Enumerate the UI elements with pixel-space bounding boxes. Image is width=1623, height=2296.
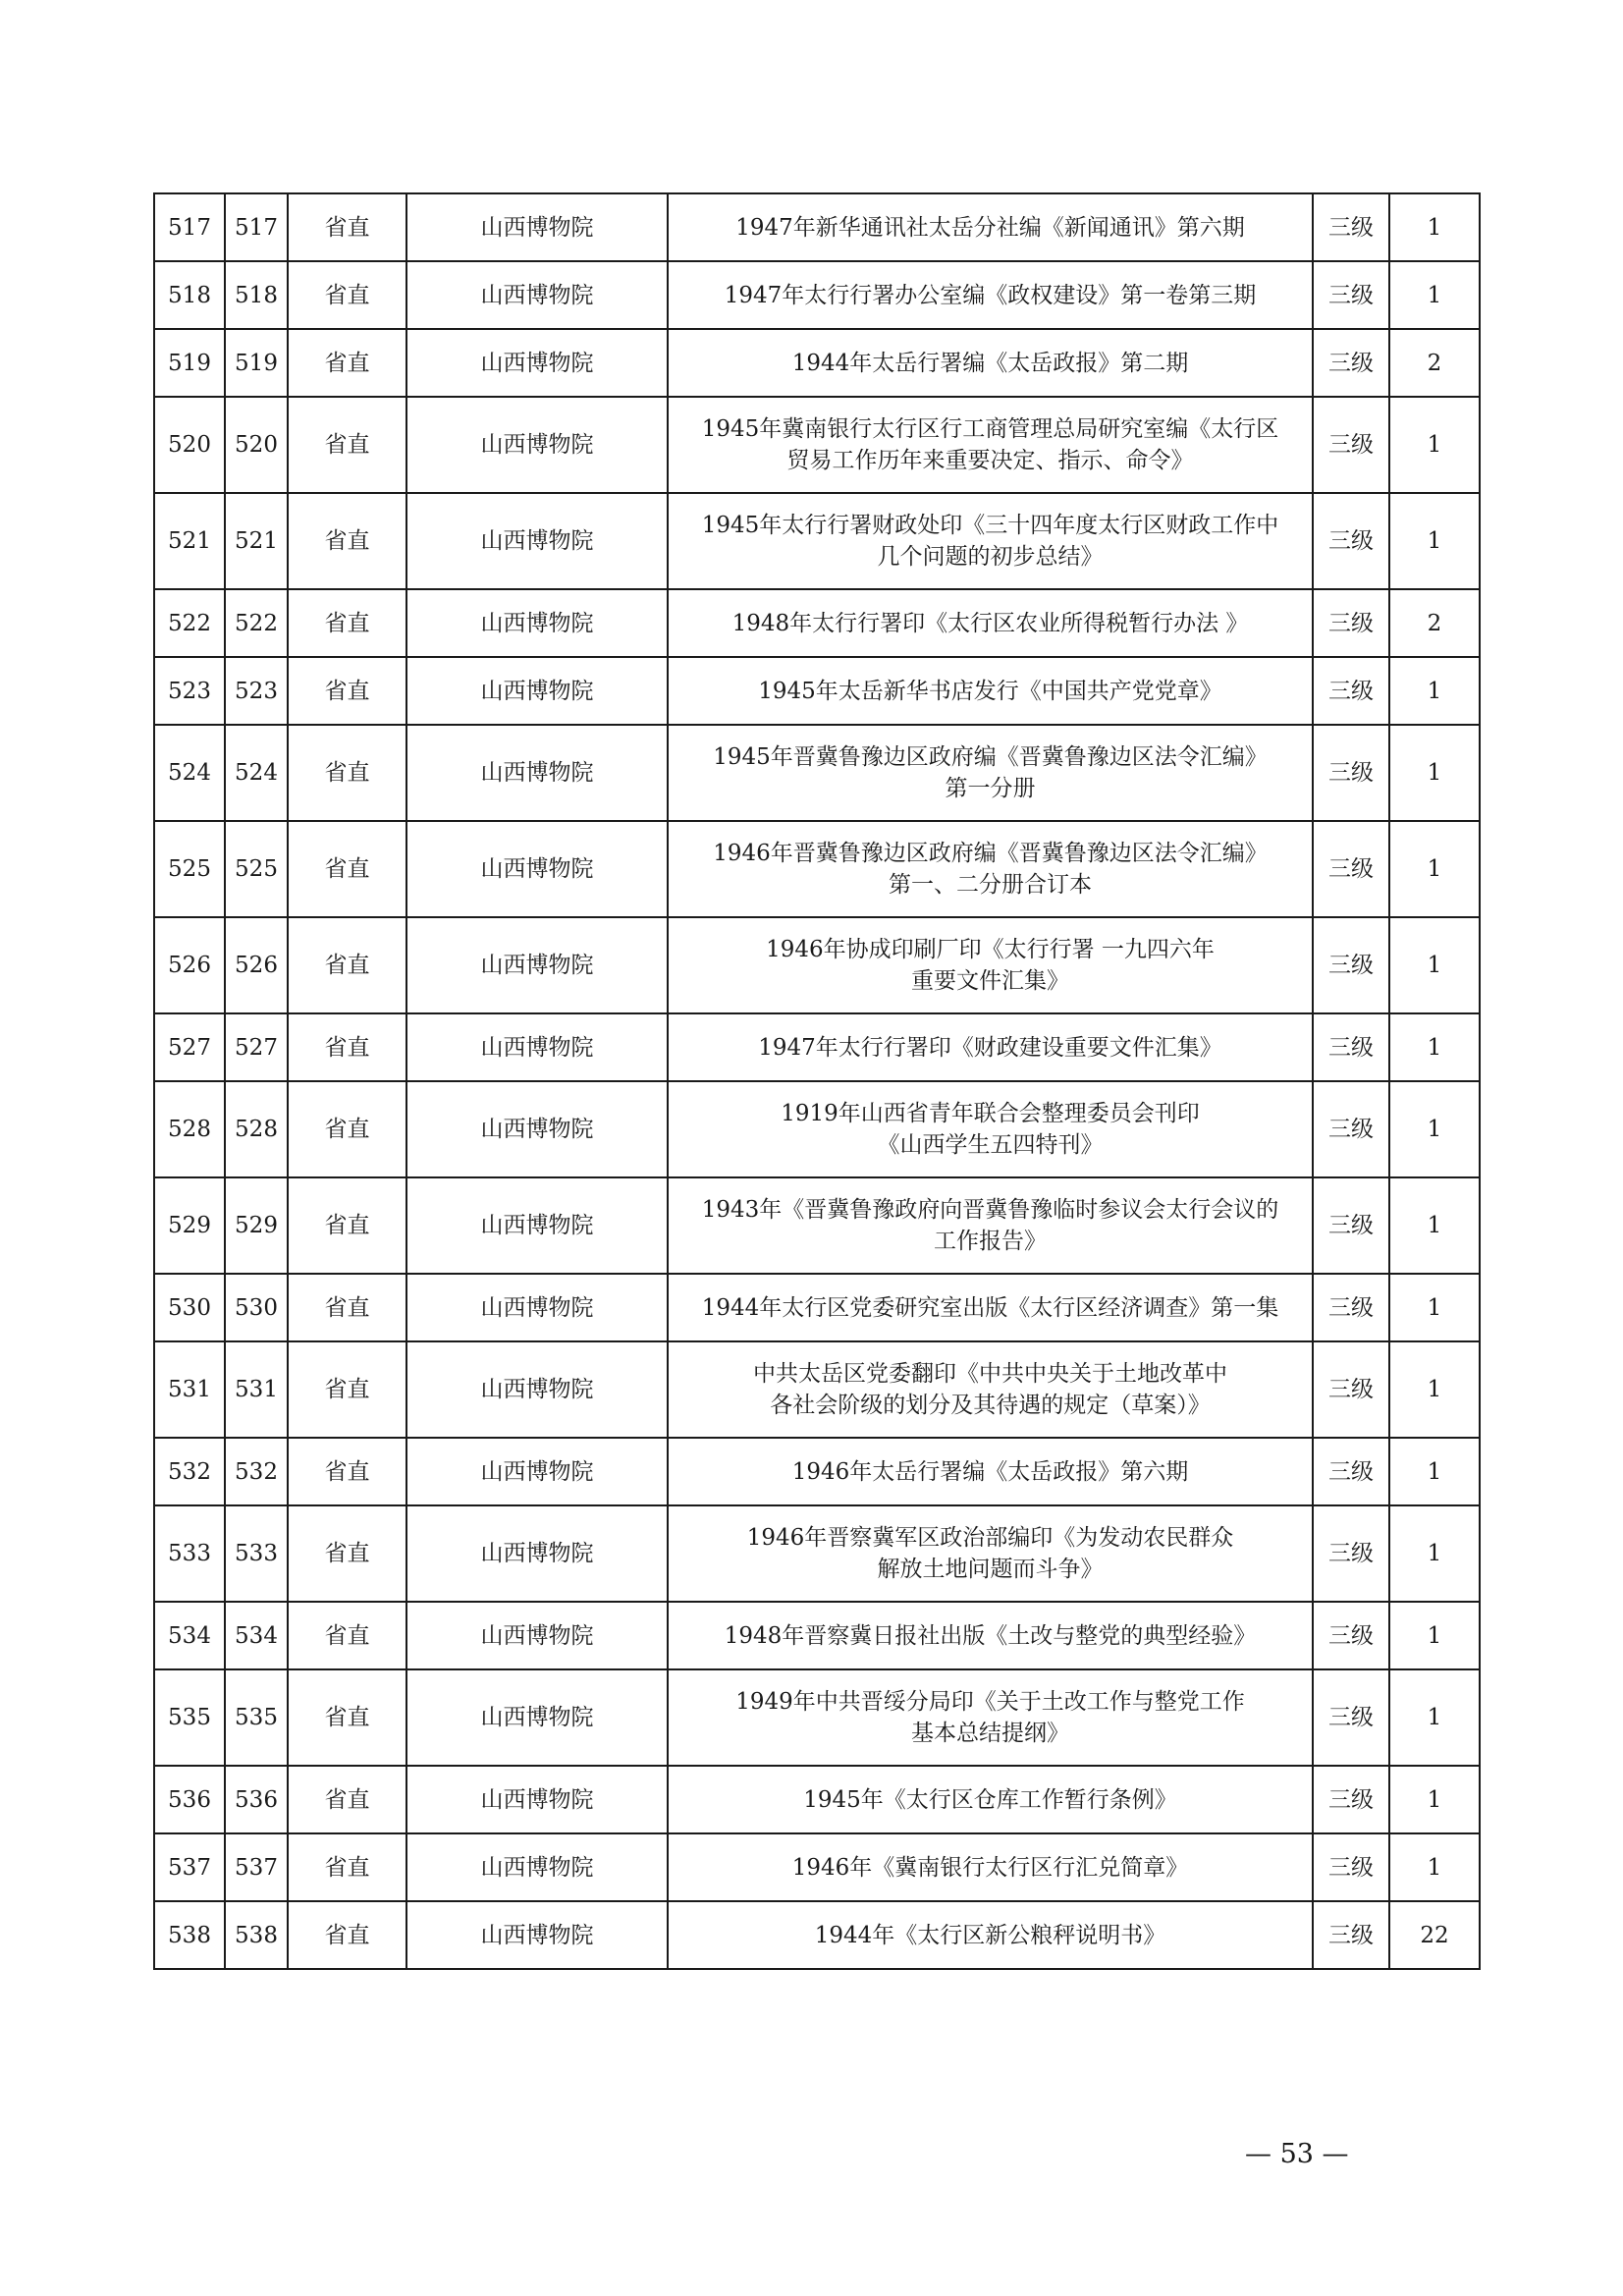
collection-table: [153, 192, 1481, 1970]
quantity-cell: 1: [1389, 917, 1480, 1013]
serial-number-cell: 526: [154, 917, 225, 1013]
item-title-line: 1945年太行行署财政处印《三十四年度太行区财政工作中: [701, 513, 1279, 538]
institution-cell: 山西博物院: [406, 493, 668, 589]
item-title-line: 贸易工作历年来重要决定、指示、命令》: [786, 448, 1194, 473]
serial-number-cell: 520: [154, 397, 225, 493]
catalog-number-cell: 521: [225, 493, 288, 589]
affiliation-cell: 省直: [288, 1341, 406, 1438]
affiliation-cell: 省直: [288, 261, 406, 329]
catalog-number-cell: 530: [225, 1274, 288, 1341]
grade-cell: 三级: [1313, 1438, 1389, 1505]
item-title-cell: [668, 657, 1313, 725]
quantity-cell: 1: [1389, 193, 1480, 261]
catalog-number-cell: 532: [225, 1438, 288, 1505]
catalog-number-cell: 526: [225, 917, 288, 1013]
catalog-number-cell: 525: [225, 821, 288, 917]
item-title-line: 1947年太行行署办公室编《政权建设》第一卷第三期: [724, 282, 1257, 308]
serial-number-cell: 538: [154, 1901, 225, 1969]
item-title-line: 工作报告》: [934, 1229, 1047, 1254]
affiliation-cell: 省直: [288, 917, 406, 1013]
serial-number-cell: 517: [154, 193, 225, 261]
serial-number-cell: 531: [154, 1341, 225, 1438]
table-body: [154, 193, 1480, 1969]
institution-cell: 山西博物院: [406, 1766, 668, 1833]
catalog-number-cell: 520: [225, 397, 288, 493]
catalog-number-cell: 524: [225, 725, 288, 821]
affiliation-cell: 省直: [288, 1505, 406, 1602]
affiliation-cell: 省直: [288, 1602, 406, 1669]
table-row: [154, 193, 1480, 261]
serial-number-cell: 535: [154, 1669, 225, 1766]
affiliation-cell: 省直: [288, 1013, 406, 1081]
table-row: [154, 725, 1480, 821]
item-title-cell: [668, 917, 1313, 1013]
institution-cell: 山西博物院: [406, 1669, 668, 1766]
item-title-line: 1945年太岳新华书店发行《中国共产党党章》: [758, 678, 1222, 704]
institution-cell: 山西博物院: [406, 657, 668, 725]
grade-cell: 三级: [1313, 1833, 1389, 1901]
quantity-cell: 22: [1389, 1901, 1480, 1969]
institution-cell: 山西博物院: [406, 261, 668, 329]
item-title-cell: [668, 193, 1313, 261]
table-row: [154, 821, 1480, 917]
grade-cell: 三级: [1313, 589, 1389, 657]
affiliation-cell: 省直: [288, 1766, 406, 1833]
item-title-line: 1949年中共晋绥分局印《关于土改工作与整党工作: [735, 1689, 1245, 1715]
institution-cell: 山西博物院: [406, 725, 668, 821]
serial-number-cell: 537: [154, 1833, 225, 1901]
affiliation-cell: 省直: [288, 589, 406, 657]
serial-number-cell: 524: [154, 725, 225, 821]
quantity-cell: 2: [1389, 589, 1480, 657]
quantity-cell: 1: [1389, 725, 1480, 821]
catalog-number-cell: 528: [225, 1081, 288, 1177]
grade-cell: 三级: [1313, 493, 1389, 589]
item-title-line: 1945年晋冀鲁豫边区政府编《晋冀鲁豫边区法令汇编》: [713, 744, 1268, 770]
quantity-cell: 1: [1389, 261, 1480, 329]
item-title-line: 第一、二分册合订本: [889, 872, 1092, 898]
item-title-line: 基本总结提纲》: [911, 1721, 1069, 1746]
serial-number-cell: 534: [154, 1602, 225, 1669]
item-title-line: 几个问题的初步总结》: [877, 544, 1104, 570]
item-title-cell: [668, 1438, 1313, 1505]
institution-cell: 山西博物院: [406, 821, 668, 917]
catalog-number-cell: 517: [225, 193, 288, 261]
table-row: [154, 1274, 1480, 1341]
grade-cell: 三级: [1313, 657, 1389, 725]
affiliation-cell: 省直: [288, 1438, 406, 1505]
grade-cell: 三级: [1313, 1766, 1389, 1833]
institution-cell: 山西博物院: [406, 1602, 668, 1669]
table-row: [154, 589, 1480, 657]
grade-cell: 三级: [1313, 1177, 1389, 1274]
serial-number-cell: 527: [154, 1013, 225, 1081]
institution-cell: 山西博物院: [406, 1177, 668, 1274]
grade-cell: 三级: [1313, 1274, 1389, 1341]
item-title-line: 《山西学生五四特刊》: [877, 1132, 1104, 1158]
table-row: [154, 493, 1480, 589]
item-title-cell: [668, 725, 1313, 821]
affiliation-cell: 省直: [288, 193, 406, 261]
serial-number-cell: 519: [154, 329, 225, 397]
catalog-number-cell: 522: [225, 589, 288, 657]
catalog-number-cell: 529: [225, 1177, 288, 1274]
page-number: — 53 —: [1245, 2139, 1349, 2169]
item-title-line: 各社会阶级的划分及其待遇的规定（草案）》: [770, 1393, 1211, 1418]
catalog-number-cell: 535: [225, 1669, 288, 1766]
affiliation-cell: 省直: [288, 1177, 406, 1274]
institution-cell: 山西博物院: [406, 589, 668, 657]
item-title-cell: [668, 1013, 1313, 1081]
serial-number-cell: 523: [154, 657, 225, 725]
item-title-cell: [668, 1341, 1313, 1438]
item-title-line: 1945年《太行区仓库工作暂行条例》: [803, 1786, 1177, 1813]
grade-cell: 三级: [1313, 1081, 1389, 1177]
quantity-cell: 1: [1389, 1669, 1480, 1766]
affiliation-cell: 省直: [288, 725, 406, 821]
quantity-cell: 1: [1389, 1438, 1480, 1505]
institution-cell: 山西博物院: [406, 1081, 668, 1177]
item-title-cell: [668, 1177, 1313, 1274]
item-title-cell: [668, 821, 1313, 917]
grade-cell: 三级: [1313, 1505, 1389, 1602]
affiliation-cell: 省直: [288, 1081, 406, 1177]
table-row: [154, 657, 1480, 725]
institution-cell: 山西博物院: [406, 1438, 668, 1505]
item-title-line: 中共太岳区党委翻印《中共中央关于土地改革中: [753, 1361, 1227, 1387]
quantity-cell: 1: [1389, 1602, 1480, 1669]
catalog-number-cell: 527: [225, 1013, 288, 1081]
affiliation-cell: 省直: [288, 657, 406, 725]
affiliation-cell: 省直: [288, 493, 406, 589]
item-title-cell: [668, 1274, 1313, 1341]
grade-cell: 三级: [1313, 261, 1389, 329]
serial-number-cell: 532: [154, 1438, 225, 1505]
institution-cell: 山西博物院: [406, 1341, 668, 1438]
quantity-cell: 1: [1389, 1013, 1480, 1081]
serial-number-cell: 533: [154, 1505, 225, 1602]
table-row: [154, 1505, 1480, 1602]
institution-cell: 山西博物院: [406, 1833, 668, 1901]
affiliation-cell: 省直: [288, 329, 406, 397]
quantity-cell: 1: [1389, 1766, 1480, 1833]
serial-number-cell: 521: [154, 493, 225, 589]
quantity-cell: 1: [1389, 1833, 1480, 1901]
grade-cell: 三级: [1313, 725, 1389, 821]
item-title-cell: [668, 589, 1313, 657]
quantity-cell: 1: [1389, 1081, 1480, 1177]
grade-cell: 三级: [1313, 821, 1389, 917]
affiliation-cell: 省直: [288, 397, 406, 493]
item-title-line: 第一分册: [945, 776, 1036, 801]
catalog-number-cell: 537: [225, 1833, 288, 1901]
item-title-cell: [668, 1081, 1313, 1177]
item-title-cell: [668, 1901, 1313, 1969]
item-title-line: 1945年冀南银行太行区行工商管理总局研究室编《太行区: [701, 416, 1279, 442]
catalog-number-cell: 534: [225, 1602, 288, 1669]
institution-cell: 山西博物院: [406, 1013, 668, 1081]
affiliation-cell: 省直: [288, 1274, 406, 1341]
item-title-line: 1948年晋察冀日报社出版《土改与整党的典型经验》: [724, 1622, 1257, 1649]
quantity-cell: 1: [1389, 1274, 1480, 1341]
grade-cell: 三级: [1313, 1602, 1389, 1669]
item-title-line: 1948年太行行署印《太行区农业所得税暂行办法 》: [731, 610, 1249, 636]
quantity-cell: 1: [1389, 493, 1480, 589]
catalog-number-cell: 518: [225, 261, 288, 329]
table-row: [154, 1081, 1480, 1177]
item-title-cell: [668, 493, 1313, 589]
item-title-cell: [668, 329, 1313, 397]
grade-cell: 三级: [1313, 193, 1389, 261]
quantity-cell: 1: [1389, 1177, 1480, 1274]
item-title-line: 1946年《冀南银行太行区行汇兑简章》: [791, 1854, 1189, 1881]
grade-cell: 三级: [1313, 397, 1389, 493]
grade-cell: 三级: [1313, 1341, 1389, 1438]
item-title-line: 1946年协成印刷厂印《太行行署 一九四六年: [766, 937, 1215, 962]
item-title-line: 1946年太岳行署编《太岳政报》第六期: [791, 1458, 1189, 1485]
serial-number-cell: 530: [154, 1274, 225, 1341]
grade-cell: 三级: [1313, 1901, 1389, 1969]
item-title-cell: [668, 1833, 1313, 1901]
table-row: [154, 397, 1480, 493]
serial-number-cell: 525: [154, 821, 225, 917]
item-title-line: 1946年晋察冀军区政治部编印《为发动农民群众: [746, 1525, 1234, 1551]
institution-cell: 山西博物院: [406, 1505, 668, 1602]
item-title-line: 1944年《太行区新公粮秤说明书》: [814, 1922, 1166, 1948]
table-row: [154, 329, 1480, 397]
table-row: [154, 1013, 1480, 1081]
item-title-line: 1944年太岳行署编《太岳政报》第二期: [791, 350, 1189, 376]
quantity-cell: 1: [1389, 657, 1480, 725]
table-row: [154, 1177, 1480, 1274]
table-row: [154, 917, 1480, 1013]
item-title-cell: [668, 1669, 1313, 1766]
item-title-cell: [668, 1505, 1313, 1602]
affiliation-cell: 省直: [288, 821, 406, 917]
item-title-line: 1943年《晋冀鲁豫政府向晋冀鲁豫临时参议会太行会议的: [701, 1197, 1279, 1223]
table-row: [154, 1602, 1480, 1669]
quantity-cell: 1: [1389, 821, 1480, 917]
institution-cell: 山西博物院: [406, 193, 668, 261]
serial-number-cell: 529: [154, 1177, 225, 1274]
institution-cell: 山西博物院: [406, 1901, 668, 1969]
item-title-line: 重要文件汇集》: [911, 968, 1069, 994]
institution-cell: 山西博物院: [406, 329, 668, 397]
table-row: [154, 1766, 1480, 1833]
table-row: [154, 1438, 1480, 1505]
grade-cell: 三级: [1313, 329, 1389, 397]
table-row: [154, 1901, 1480, 1969]
item-title-cell: [668, 397, 1313, 493]
item-title-line: 1919年山西省青年联合会整理委员会刊印: [781, 1101, 1200, 1126]
grade-cell: 三级: [1313, 917, 1389, 1013]
institution-cell: 山西博物院: [406, 917, 668, 1013]
serial-number-cell: 518: [154, 261, 225, 329]
item-title-line: 1947年太行行署印《财政建设重要文件汇集》: [758, 1034, 1222, 1061]
table-row: [154, 1341, 1480, 1438]
quantity-cell: 1: [1389, 1505, 1480, 1602]
item-title-cell: [668, 1602, 1313, 1669]
catalog-number-cell: 533: [225, 1505, 288, 1602]
item-title-cell: [668, 261, 1313, 329]
table-row: [154, 1833, 1480, 1901]
institution-cell: 山西博物院: [406, 1274, 668, 1341]
serial-number-cell: 536: [154, 1766, 225, 1833]
item-title-line: 1944年太行区党委研究室出版《太行区经济调查》第一集: [701, 1294, 1279, 1321]
institution-cell: 山西博物院: [406, 397, 668, 493]
catalog-number-cell: 519: [225, 329, 288, 397]
affiliation-cell: 省直: [288, 1901, 406, 1969]
catalog-number-cell: 536: [225, 1766, 288, 1833]
grade-cell: 三级: [1313, 1013, 1389, 1081]
quantity-cell: 2: [1389, 329, 1480, 397]
catalog-number-cell: 523: [225, 657, 288, 725]
serial-number-cell: 522: [154, 589, 225, 657]
item-title-line: 解放土地问题而斗争》: [877, 1557, 1104, 1582]
catalog-number-cell: 531: [225, 1341, 288, 1438]
table-row: [154, 261, 1480, 329]
table-row: [154, 1669, 1480, 1766]
serial-number-cell: 528: [154, 1081, 225, 1177]
item-title-cell: [668, 1766, 1313, 1833]
grade-cell: 三级: [1313, 1669, 1389, 1766]
quantity-cell: 1: [1389, 397, 1480, 493]
catalog-number-cell: 538: [225, 1901, 288, 1969]
affiliation-cell: 省直: [288, 1833, 406, 1901]
affiliation-cell: 省直: [288, 1669, 406, 1766]
item-title-line: 1946年晋冀鲁豫边区政府编《晋冀鲁豫边区法令汇编》: [713, 841, 1268, 866]
item-title-line: 1947年新华通讯社太岳分社编《新闻通讯》第六期: [735, 214, 1245, 241]
quantity-cell: 1: [1389, 1341, 1480, 1438]
